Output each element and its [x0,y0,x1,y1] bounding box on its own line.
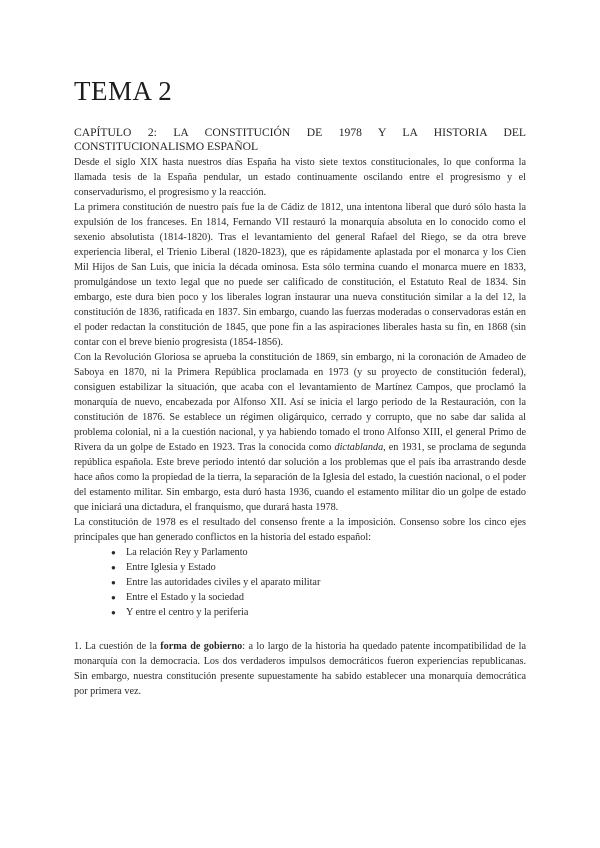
list-item [111,605,526,620]
list-item-label: Entre el Estado y la sociedad [126,592,244,603]
bullet-icon: ● [111,548,116,557]
paragraph-text: , en 1931, se proclama de segunda república española. Este breve periodo intentó dar solución a los problemas que el país iba arrastrando desde hace años como la propiedad de la tierra, la separación de la Iglesia del estado, la cuestión nacional, o el poder del estamento militar. Sin embargo, esta duró hasta 1936, cuando el estamento militar dio un golpe de estado que iniciará una dictadura, el franquismo, que durará hasta 1978. [74,442,526,513]
list-item [111,560,526,575]
page-title: TEMA 2 [74,76,173,106]
bullet-list [74,545,526,620]
bullet-icon: ● [111,563,116,572]
list-item [111,590,526,605]
bullet-icon: ● [111,578,116,587]
paragraph-consensus: La constitución de 1978 es el resultado del consenso frente a la imposición. Consenso sobre los cinco ejes principales que han generado conflictos en la historia del estado español: [74,517,526,543]
paragraph-intro: Desde el siglo XIX hasta nuestros días España ha visto siete textos constitucionales, lo que conforma la llamada tesis de la España pendular, un estado continuamente oscilando entre el progresismo y el conservadurismo, el progresismo y la reacción. [74,157,526,198]
paragraph-text: Con la Revolución Gloriosa se aprueba la constitución de 1869, sin embargo, ni la coronación de Amadeo de Saboya en 1870, ni la Primera República proclamada en 1973 (y su proyecto de constitución federal), consiguen estabilizar la situación, que acaba con el levantamiento de Martínez Campos, que proclamó la monarquía de nuevo, encabezada por Alfonso XII. Así se inicia el largo periodo de la Restauración, con la constitución de 1876. Se establece un régimen oligárquico, cerrado y corrupto, que no sabe dar salida al problema colonial, ni a la cuestión nacional, y ya habiendo tomado el trono Alfonso XIII, el general Primo de Rivera da un golpe de Estado en 1923. Tras la conocida como [74,352,526,453]
bullet-icon: ● [111,593,116,602]
section-text: 1. La cuestión de la [74,641,161,652]
spacer [74,620,526,639]
section-forma-de-gobierno [74,639,526,699]
list-item [111,575,526,590]
paragraph-restoration-republic [74,350,526,515]
paragraph-early-constitutions: La primera constitución de nuestro país fue la de Cádiz de 1812, una intentona liberal que duró sólo hasta la expulsión de los franceses. En 1814, Fernando VII restauró la monarquía absoluta en lo conocido como el sexenio absolutista (1814-1820). Tras el levantamiento del general Rafael del Riego, se da otra breve experiencia liberal, el Trienio Liberal (1820-1823), que es rápidamente aplastada por el monarca y los Cien Mil Hijos de San Luis, que inicia la década ominosa. Esta sólo termina cuando el monarca muere en 1833, promulgándose un texto legal que no puede ser calificado de constitución, el Estatuto Real de 1834. Sin embargo, este dura bien poco y los liberales logran instaurar una nueva constitución similar a la del 12, la constitución de 1836, ratificada en 1837. Sin embargo, cuando las fuerzas moderadas o conservadoras están en el poder redactan la constitución de 1845, que pone fin a las aspiraciones liberales hasta su fin, en 1868 (sin contar con el breve bienio progresista (1854-1856). [74,202,526,348]
list-item [111,545,526,560]
italic-term: dictablanda [334,442,384,453]
bullet-icon: ● [111,608,116,617]
list-item-label: Entre las autoridades civiles y el aparato militar [126,577,321,588]
list-item-label: Entre Iglesia y Estado [126,562,216,573]
chapter-heading: CAPÍTULO 2: LA CONSTITUCIÓN DE 1978 Y LA HISTORIA DEL CONSTITUCIONALISMO ESPAÑOL [74,126,526,153]
list-item-label: Y entre el centro y la periferia [126,607,249,618]
section-text: : a lo largo de la historia ha quedado patente incompatibilidad de la monarquía con la democracia. Los dos verdaderos impulsos democráticos fueron experiencias republicanas. Sin embargo, nuestra constitución presente supuestamente ha sabido establecer una monarquía democrática por primera vez. [74,641,527,697]
list-item-label: La relación Rey y Parlamento [126,547,248,558]
bold-term: forma de gobierno [160,641,243,652]
